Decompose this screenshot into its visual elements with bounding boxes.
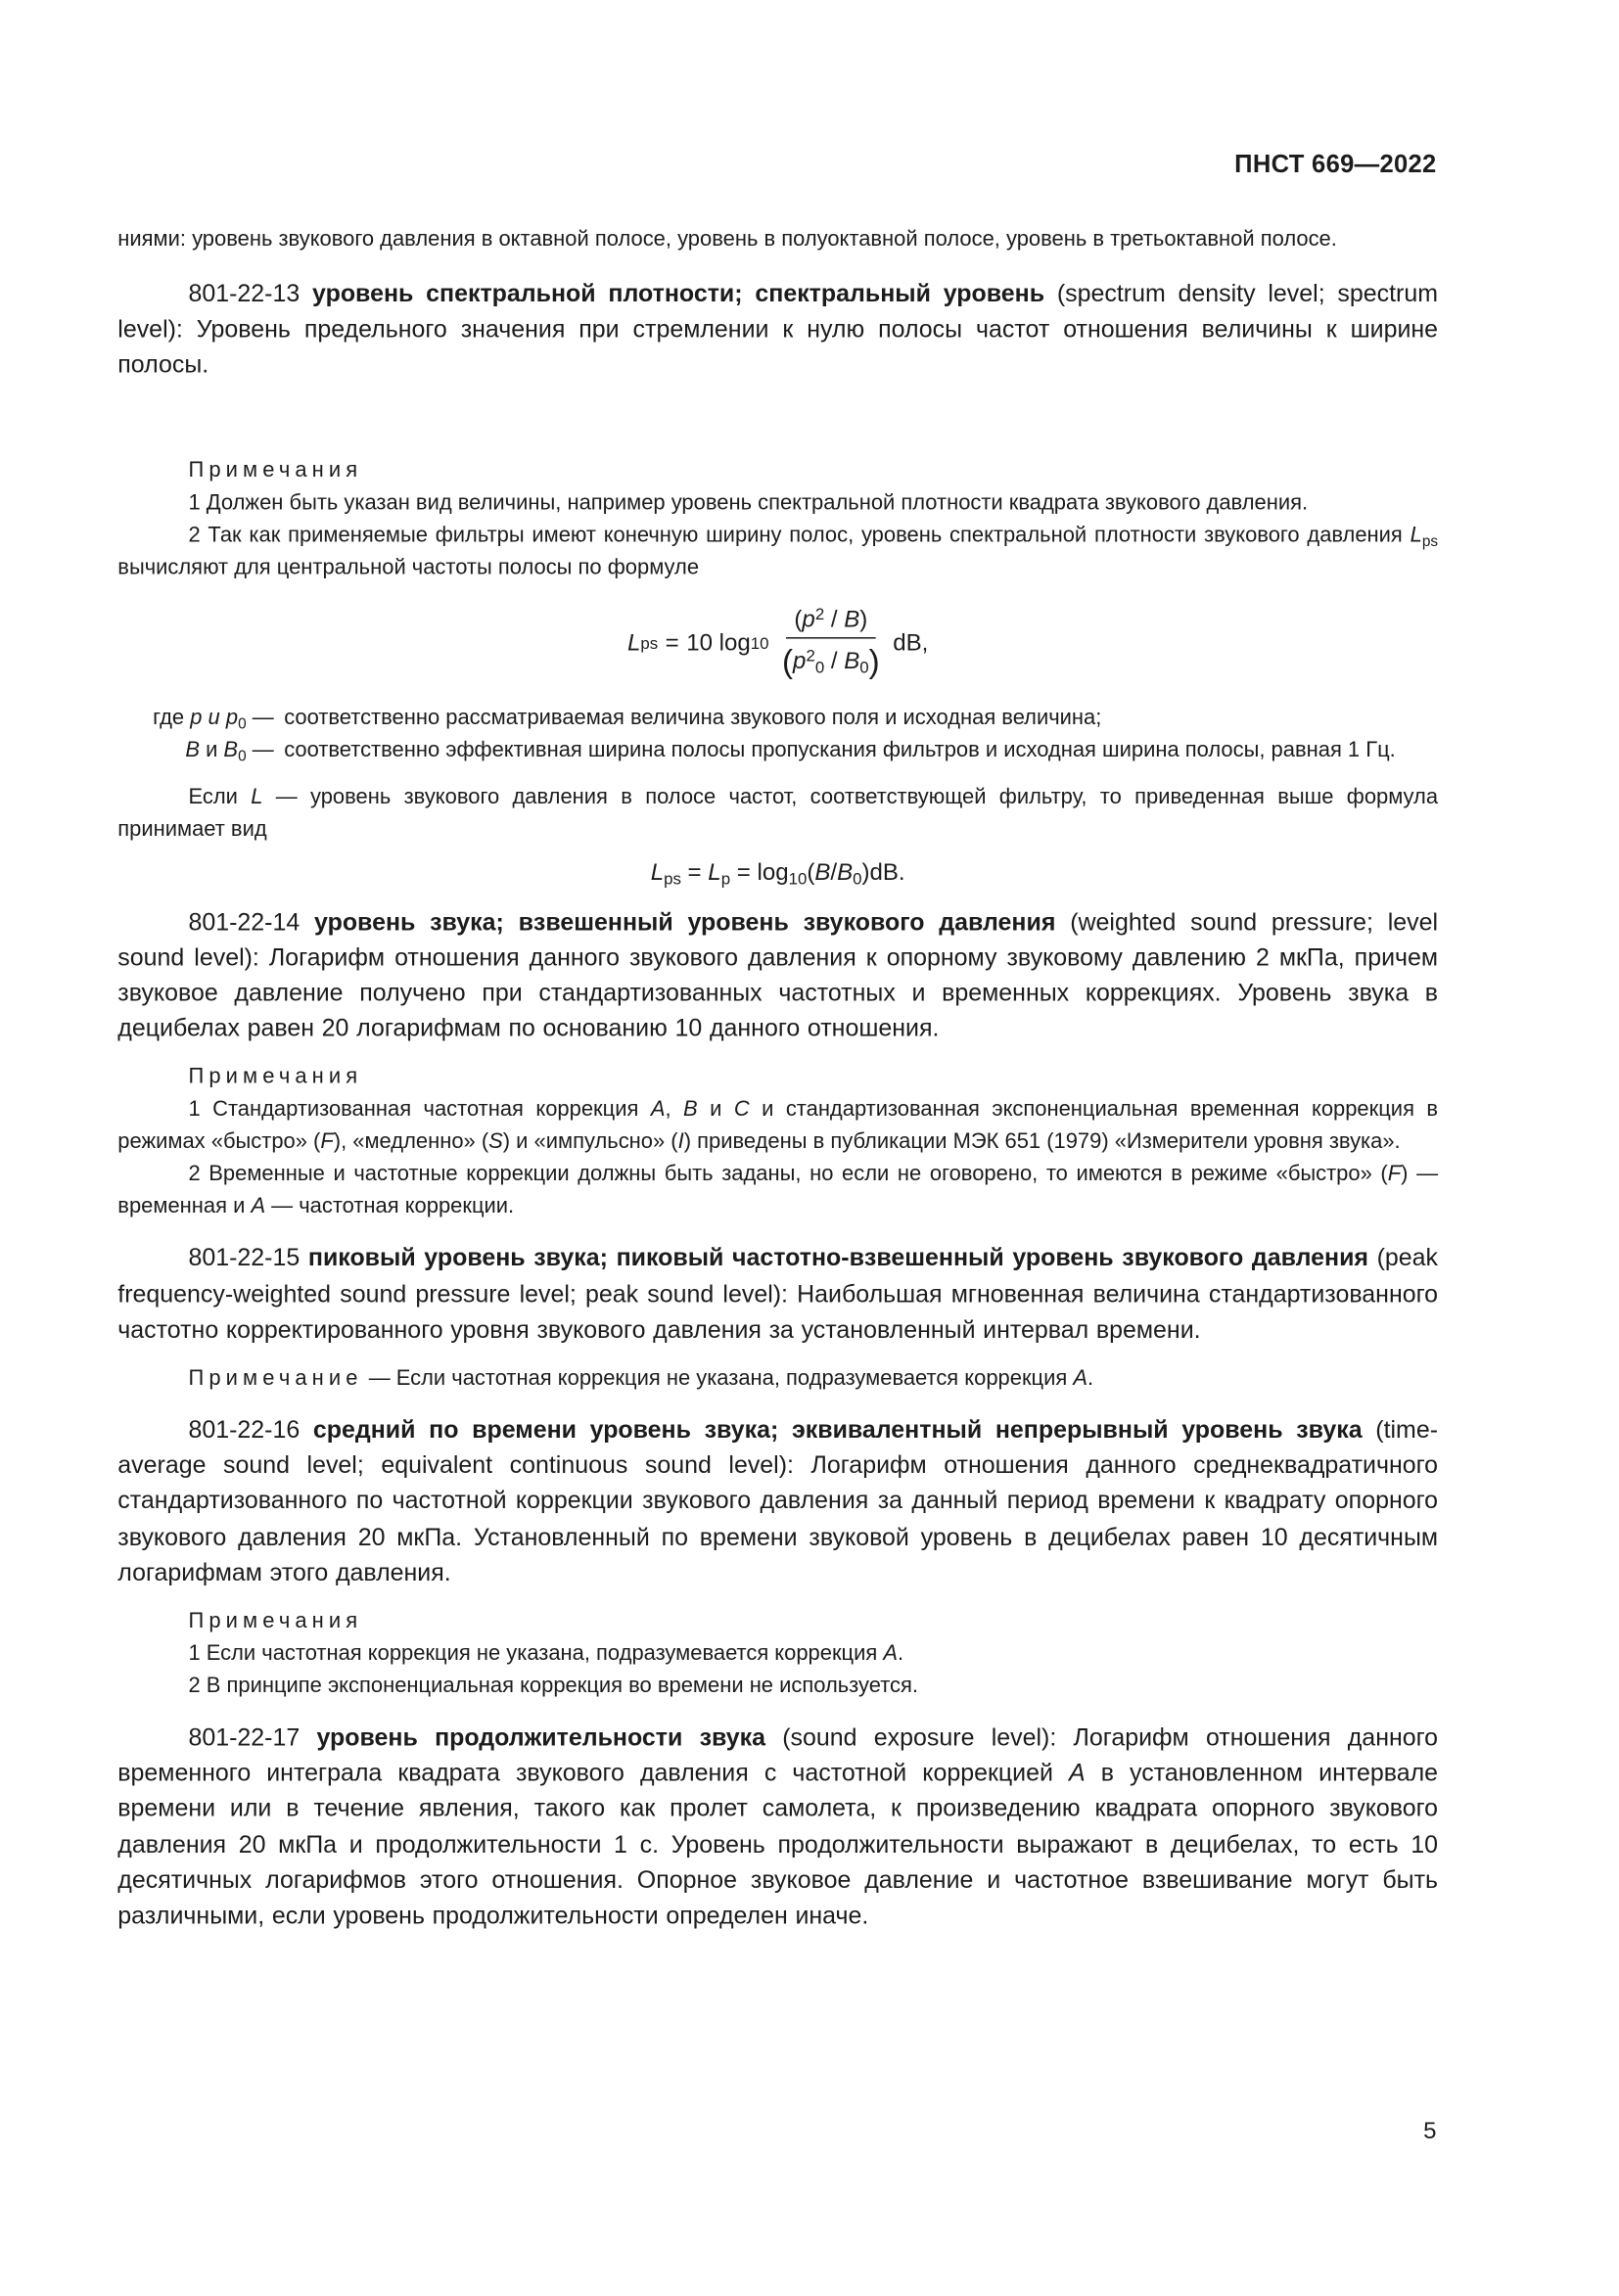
term-number: 801-22-15 [188,1244,301,1272]
where-description-1: соответственно рассматриваемая величина звукового поля и исходная величина; [284,706,1102,730]
where-symbol-1: где p и $p_0$ — [153,706,274,733]
term-title: уровень звука; взвешенный уровень звукового давления [314,907,1056,936]
page-content [117,224,1438,1935]
symbol-explanations [112,702,1438,766]
note-1: 1 Если частотная коррекция не указана, подразумевается коррекция A. [188,1642,904,1667]
continued-paragraph: ниями: уровень звукового давления в октавной полосе, уровень в полуоктавной полосе, уровень в третьоктавной полосе. [117,228,1337,253]
fraction-numerator: $(p^2 / B)$ [785,607,876,638]
note-2: 2 Временные и частотные коррекции должны быть заданы, но если не оговорено, то имеются в режиме «быстро» (F) — временная и A — частотная коррекции. [117,1163,1439,1219]
formula-unit: dB, [893,630,929,657]
document-code-header: ПНСТ 669—2022 [1234,150,1437,178]
formula-condition-paragraph: Если L — уровень звукового давления в полосе частот, соответствующей фильтру, то приведенная выше формула принимает вид [117,785,1439,842]
subscript: ps [1421,533,1439,550]
simplified-formula: $L_{ps} = L_p = \log_{10}(B/B_0)dB$. [650,860,905,889]
fraction-denominator: $(p^2_0 / B_0)$ [782,642,880,680]
note-1: 1 Должен быть указан вид величины, например уровень спектральной плотности квадрата звукового давления. [188,490,1309,515]
term-801-22-15 [117,1241,1438,1348]
note-2: 2 Так как применяемые фильтры имеют конечную ширину полос, уровень спектральной плотности звукового давления $L_{ps}$ вычисляют для центральной частоты полосы по формуле [117,523,1439,579]
equals-sign: = [665,630,679,657]
term-801-22-13 [117,277,1438,384]
notes-heading: Примечания [188,1066,363,1090]
term-number: 801-22-17 [188,1722,301,1752]
term-title: уровень продолжительности звука [316,1722,765,1752]
term-title: пиковый уровень звука; пиковый частотно-взвешенный уровень звукового давления [307,1244,1368,1272]
term-definition: (time-average sound level; equivalent continuous sound level): Логарифм отношения данного среднеквадратичного стандартизованного по частотной коррекции звукового давления за данный период времени к квадрату опорного звукового давления 20 мкПа. Установленный по времени звуковой уровень в децибелах равен 10 десятичным логарифмам этого давления. [117,1415,1439,1586]
where-symbol-2: B и $B_0$ — [185,738,274,765]
formula-coefficient: 10 log [686,630,751,657]
formula-fraction [773,607,889,680]
spectrum-level-formula: L ps = 10 log 10 $\frac{(p^2 / B)}{(p^2_0 / B_0)}$ dB, [626,605,929,680]
note-2: 2 В принципе экспоненциальная коррекция во времени не используется. [188,1675,918,1699]
note-1: 1 Стандартизованная частотная коррекция A, B и C и стандартизованная экспоненциальная временная коррекция в режимах «быстро» (F), «медленно» (S) и «импульсно» (I) приведены в публикации МЭК 651 (1979) «Измерители уровня звука». [117,1098,1439,1155]
notes-heading: Примечания [188,458,363,482]
term-title: средний по времени уровень звука; эквивалентный непрерывный уровень звука [312,1415,1363,1445]
term-number: 801-22-16 [188,1415,301,1445]
page-number: 5 [1423,2119,1437,2144]
term-title: уровень спектральной плотности; спектральный уровень [312,279,1045,308]
term-number: 801-22-13 [188,279,301,308]
where-description-2: соответственно эффективная ширина полосы пропускания фильтров и исходная ширина полосы, равная 1 Гц. [284,738,1396,762]
term-801-22-14 [117,904,1438,1047]
term-definition: (peak frequency-weighted sound pressure level; peak sound level): Наибольшая мгновенная величина стандартизованного частотно корректированного уровня звукового давления за установленный интервал времени. [117,1244,1439,1344]
term-definition: (weighted sound pressure; level sound level): Логарифм отношения данного звукового давления к опорному звуковому давлению 2 мкПа, причем звуковое давление получено при стандартизованных частотных и временных коррекциях. Уровень звука в децибелах равен 20 логарифмам по основанию 10 данного отношения. [117,907,1439,1042]
single-note: Примечание — Если частотная коррекция не указана, подразумевается коррекция A. [188,1366,1094,1391]
term-definition: (spectrum density level; spectrum level): Уровень предельного значения при стремлении к нулю полосы частот отношения величины к ширине полосы. [117,279,1439,380]
notes-heading: Примечания [188,1610,363,1634]
symbol: L [1410,523,1422,547]
term-801-22-17: 801-22-17 уровень продолжительности звука (sound exposure level): Логарифм отношения данного временного интеграла квадрата звукового давления с частотной коррекцией A в установленном интервале времени или в течение явления, такого как пролет самолета, к произведению квадрата опорного звукового давления 20 мкПа и продолжительности 1 с. Уровень продолжительности выражают в децибелах, то есть 10 десятичных логарифмов этого отношения. Опорное звуковое давление и частотное взвешивание могут быть различными, если уровень продолжительности определен иначе. [117,1722,1439,1930]
term-number: 801-22-14 [188,907,301,936]
formula-lhs: L [626,630,641,657]
term-801-22-16 [117,1413,1438,1591]
